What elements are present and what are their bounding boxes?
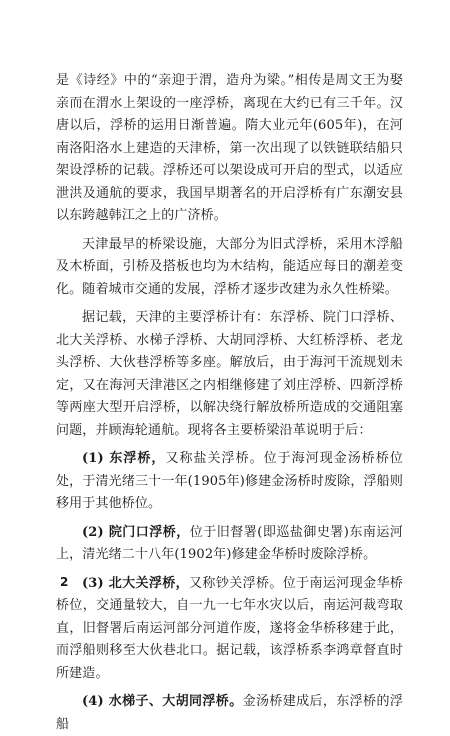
list-item-label: (3) 北大关浮桥， [82,575,190,591]
list-item-text: 又称钞关浮桥。位于南运河现金华桥桥位，交通量较大，自一九一七年水灾以后，南运河裁弯取直，旧督署后南运河部分河道作废，遂将金华桥移建于此，而浮船则移至大伙巷北口。据记载，该浮桥系李鸿章督直时所建造。 [56,575,404,681]
page-number: 2 [60,575,69,589]
list-item-shuitizi-pontoon [56,691,403,736]
paragraph-text: 天津最早的桥梁设施，大部分为旧式浮桥，采用木浮船及木桥面，引桥及搭板也均为木结构，能适应每日的潮差变化。随着城市交通的发展，浮桥才逐步改建为永久性桥梁。 [56,236,403,297]
list-item-beidaguan-pontoon [56,573,403,686]
list-item-text: 位于旧督署(即巡盐御史署)东南运河上，清光绪二十八年(1902年)修建金华桥时废除浮桥。 [56,524,404,562]
paragraph-main-pontoon-list [56,307,403,442]
list-item-label: (4) 水梯子、大胡同浮桥。 [82,694,243,709]
list-item-yuanmenkou-pontoon [56,522,403,567]
paragraph-tianjin-early-bridges [56,234,403,302]
page-body [56,70,403,736]
paragraph-pontoon-history [56,70,403,228]
list-item-text: 金汤桥建成后，东浮桥的浮船 [56,694,403,732]
list-item-label: (2) 院门口浮桥， [82,524,190,540]
paragraph-text: 是《诗经》中的“亲迎于渭，造舟为梁。”相传是周文王为娶亲而在渭水上架设的一座浮桥，离现在大约已有三千年。汉唐以后，浮桥的运用日渐普遍。隋大业元年(605年)，在河南洛阳洛水上建造的天津桥，第一次出现了以铁链联结船只架设浮桥的记载。浮桥还可以架设成可开启的型式，以适应泄洪及通航的要求，我国早期著名的开启浮桥有广东潮安县以东跨越韩江之上的广济桥。 [56,73,403,223]
paragraph-text: 据记载，天津的主要浮桥计有：东浮桥、院门口浮桥、北大关浮桥、水梯子浮桥、大胡同浮桥、大红桥浮桥、老龙头浮桥、大伙巷浮桥等多座。解放后，由于海河干流规划未定，又在海河天津港区之内相继修建了刘庄浮桥、四新浮桥等两座大型开启浮桥，以解决绕行解放桥所造成的交通阻塞问题，并顾海轮通航。现将各主要桥梁沿革说明于后： [56,310,403,438]
list-item-text: 又称盐关浮桥。位于海河现金汤桥桥位处，于清光绪三十一年(1905年)修建金汤桥时废除，浮船则移用于其他桥位。 [56,451,403,511]
list-item-label: (1) 东浮桥， [82,451,166,466]
list-item-east-pontoon [56,448,403,516]
